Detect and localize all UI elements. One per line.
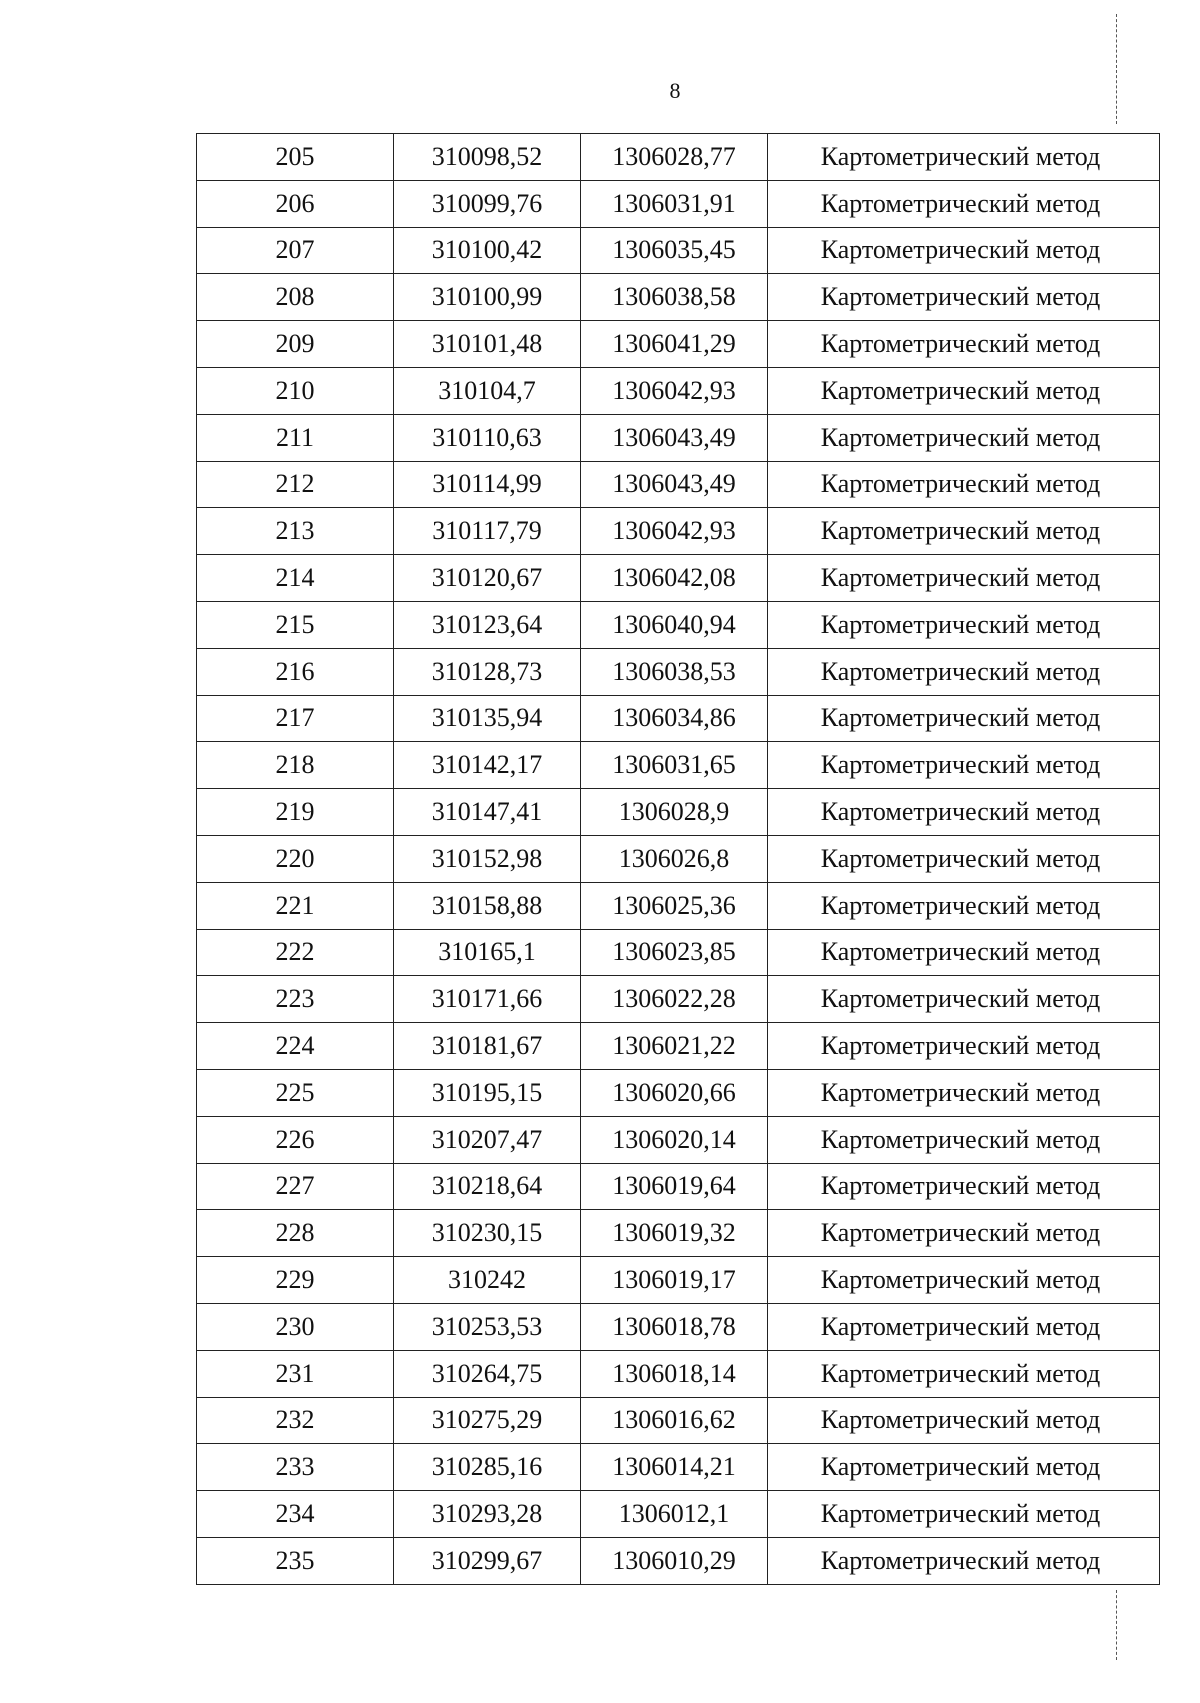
table-row (197, 695, 1160, 742)
method-cell: Картометрический метод (768, 789, 1160, 836)
method-cell: Картометрический метод (768, 929, 1160, 976)
table-row (197, 648, 1160, 695)
y-coordinate-cell: 1306019,64 (581, 1163, 768, 1210)
y-coordinate-cell: 1306042,08 (581, 555, 768, 602)
y-coordinate-cell: 1306019,32 (581, 1210, 768, 1257)
method-cell: Картометрический метод (768, 1069, 1160, 1116)
method-cell: Картометрический метод (768, 461, 1160, 508)
table-row (197, 1537, 1160, 1584)
x-coordinate-cell: 310123,64 (394, 601, 581, 648)
point-number-cell: 217 (197, 695, 394, 742)
x-coordinate-cell: 310181,67 (394, 1023, 581, 1070)
method-cell: Картометрический метод (768, 1537, 1160, 1584)
x-coordinate-cell: 310099,76 (394, 180, 581, 227)
method-cell: Картометрический метод (768, 1397, 1160, 1444)
point-number-cell: 234 (197, 1491, 394, 1538)
point-number-cell: 231 (197, 1350, 394, 1397)
point-number-cell: 220 (197, 835, 394, 882)
point-number-cell: 216 (197, 648, 394, 695)
table-row (197, 1397, 1160, 1444)
method-cell: Картометрический метод (768, 1163, 1160, 1210)
y-coordinate-cell: 1306014,21 (581, 1444, 768, 1491)
method-cell: Картометрический метод (768, 648, 1160, 695)
point-number-cell: 205 (197, 134, 394, 181)
method-cell: Картометрический метод (768, 227, 1160, 274)
x-coordinate-cell: 310135,94 (394, 695, 581, 742)
table-row (197, 555, 1160, 602)
point-number-cell: 213 (197, 508, 394, 555)
table-row (197, 1210, 1160, 1257)
y-coordinate-cell: 1306034,86 (581, 695, 768, 742)
y-coordinate-cell: 1306020,66 (581, 1069, 768, 1116)
y-coordinate-cell: 1306043,49 (581, 414, 768, 461)
point-number-cell: 215 (197, 601, 394, 648)
y-coordinate-cell: 1306012,1 (581, 1491, 768, 1538)
point-number-cell: 222 (197, 929, 394, 976)
x-coordinate-cell: 310100,99 (394, 274, 581, 321)
method-cell: Картометрический метод (768, 1444, 1160, 1491)
point-number-cell: 214 (197, 555, 394, 602)
table-row (197, 1023, 1160, 1070)
method-cell: Картометрический метод (768, 1257, 1160, 1304)
table-row (197, 1491, 1160, 1538)
point-number-cell: 226 (197, 1116, 394, 1163)
point-number-cell: 228 (197, 1210, 394, 1257)
method-cell: Картометрический метод (768, 367, 1160, 414)
point-number-cell: 233 (197, 1444, 394, 1491)
point-number-cell: 224 (197, 1023, 394, 1070)
table-row (197, 1303, 1160, 1350)
point-number-cell: 209 (197, 321, 394, 368)
x-coordinate-cell: 310207,47 (394, 1116, 581, 1163)
table-row (197, 1444, 1160, 1491)
x-coordinate-cell: 310275,29 (394, 1397, 581, 1444)
y-coordinate-cell: 1306021,22 (581, 1023, 768, 1070)
table-row (197, 508, 1160, 555)
table-row (197, 414, 1160, 461)
y-coordinate-cell: 1306031,91 (581, 180, 768, 227)
x-coordinate-cell: 310230,15 (394, 1210, 581, 1257)
point-number-cell: 229 (197, 1257, 394, 1304)
x-coordinate-cell: 310101,48 (394, 321, 581, 368)
y-coordinate-cell: 1306038,53 (581, 648, 768, 695)
table-row (197, 929, 1160, 976)
table-row (197, 367, 1160, 414)
coordinates-table-body (197, 134, 1160, 1585)
y-coordinate-cell: 1306028,77 (581, 134, 768, 181)
y-coordinate-cell: 1306016,62 (581, 1397, 768, 1444)
y-coordinate-cell: 1306042,93 (581, 367, 768, 414)
x-coordinate-cell: 310242 (394, 1257, 581, 1304)
method-cell: Картометрический метод (768, 1116, 1160, 1163)
table-row (197, 976, 1160, 1023)
y-coordinate-cell: 1306020,14 (581, 1116, 768, 1163)
x-coordinate-cell: 310171,66 (394, 976, 581, 1023)
method-cell: Картометрический метод (768, 835, 1160, 882)
table-row (197, 1257, 1160, 1304)
table-row (197, 1116, 1160, 1163)
point-number-cell: 206 (197, 180, 394, 227)
method-cell: Картометрический метод (768, 742, 1160, 789)
method-cell: Картометрический метод (768, 555, 1160, 602)
method-cell: Картометрический метод (768, 274, 1160, 321)
table-row (197, 274, 1160, 321)
y-coordinate-cell: 1306023,85 (581, 929, 768, 976)
y-coordinate-cell: 1306043,49 (581, 461, 768, 508)
point-number-cell: 223 (197, 976, 394, 1023)
point-number-cell: 211 (197, 414, 394, 461)
table-row (197, 742, 1160, 789)
point-number-cell: 230 (197, 1303, 394, 1350)
method-cell: Картометрический метод (768, 321, 1160, 368)
method-cell: Картометрический метод (768, 1023, 1160, 1070)
method-cell: Картометрический метод (768, 695, 1160, 742)
method-cell: Картометрический метод (768, 1491, 1160, 1538)
y-coordinate-cell: 1306031,65 (581, 742, 768, 789)
y-coordinate-cell: 1306019,17 (581, 1257, 768, 1304)
coordinates-table (196, 133, 1160, 1585)
x-coordinate-cell: 310117,79 (394, 508, 581, 555)
point-number-cell: 232 (197, 1397, 394, 1444)
method-cell: Картометрический метод (768, 1210, 1160, 1257)
table-row (197, 835, 1160, 882)
y-coordinate-cell: 1306022,28 (581, 976, 768, 1023)
point-number-cell: 221 (197, 882, 394, 929)
point-number-cell: 225 (197, 1069, 394, 1116)
y-coordinate-cell: 1306018,78 (581, 1303, 768, 1350)
point-number-cell: 227 (197, 1163, 394, 1210)
method-cell: Картометрический метод (768, 134, 1160, 181)
y-coordinate-cell: 1306040,94 (581, 601, 768, 648)
x-coordinate-cell: 310142,17 (394, 742, 581, 789)
table-row (197, 134, 1160, 181)
point-number-cell: 210 (197, 367, 394, 414)
table-row (197, 601, 1160, 648)
method-cell: Картометрический метод (768, 976, 1160, 1023)
x-coordinate-cell: 310285,16 (394, 1444, 581, 1491)
method-cell: Картометрический метод (768, 601, 1160, 648)
x-coordinate-cell: 310165,1 (394, 929, 581, 976)
page-number: 8 (669, 78, 681, 103)
x-coordinate-cell: 310218,64 (394, 1163, 581, 1210)
x-coordinate-cell: 310128,73 (394, 648, 581, 695)
table-row (197, 227, 1160, 274)
table-row (197, 882, 1160, 929)
x-coordinate-cell: 310253,53 (394, 1303, 581, 1350)
x-coordinate-cell: 310110,63 (394, 414, 581, 461)
x-coordinate-cell: 310264,75 (394, 1350, 581, 1397)
scan-margin-line-bottom (1116, 1590, 1117, 1660)
y-coordinate-cell: 1306018,14 (581, 1350, 768, 1397)
x-coordinate-cell: 310098,52 (394, 134, 581, 181)
x-coordinate-cell: 310104,7 (394, 367, 581, 414)
x-coordinate-cell: 310114,99 (394, 461, 581, 508)
method-cell: Картометрический метод (768, 414, 1160, 461)
x-coordinate-cell: 310100,42 (394, 227, 581, 274)
y-coordinate-cell: 1306035,45 (581, 227, 768, 274)
point-number-cell: 219 (197, 789, 394, 836)
method-cell: Картометрический метод (768, 882, 1160, 929)
point-number-cell: 235 (197, 1537, 394, 1584)
y-coordinate-cell: 1306042,93 (581, 508, 768, 555)
table-row (197, 321, 1160, 368)
point-number-cell: 207 (197, 227, 394, 274)
x-coordinate-cell: 310293,28 (394, 1491, 581, 1538)
x-coordinate-cell: 310195,15 (394, 1069, 581, 1116)
point-number-cell: 208 (197, 274, 394, 321)
scan-margin-line-top (1116, 14, 1117, 124)
method-cell: Картометрический метод (768, 180, 1160, 227)
y-coordinate-cell: 1306041,29 (581, 321, 768, 368)
y-coordinate-cell: 1306028,9 (581, 789, 768, 836)
x-coordinate-cell: 310120,67 (394, 555, 581, 602)
y-coordinate-cell: 1306010,29 (581, 1537, 768, 1584)
x-coordinate-cell: 310152,98 (394, 835, 581, 882)
method-cell: Картометрический метод (768, 508, 1160, 555)
x-coordinate-cell: 310158,88 (394, 882, 581, 929)
point-number-cell: 212 (197, 461, 394, 508)
method-cell: Картометрический метод (768, 1303, 1160, 1350)
point-number-cell: 218 (197, 742, 394, 789)
table-row (197, 461, 1160, 508)
table-row (197, 1069, 1160, 1116)
y-coordinate-cell: 1306038,58 (581, 274, 768, 321)
table-row (197, 789, 1160, 836)
table-row (197, 1163, 1160, 1210)
y-coordinate-cell: 1306026,8 (581, 835, 768, 882)
x-coordinate-cell: 310147,41 (394, 789, 581, 836)
y-coordinate-cell: 1306025,36 (581, 882, 768, 929)
table-row (197, 180, 1160, 227)
table-row (197, 1350, 1160, 1397)
method-cell: Картометрический метод (768, 1350, 1160, 1397)
x-coordinate-cell: 310299,67 (394, 1537, 581, 1584)
